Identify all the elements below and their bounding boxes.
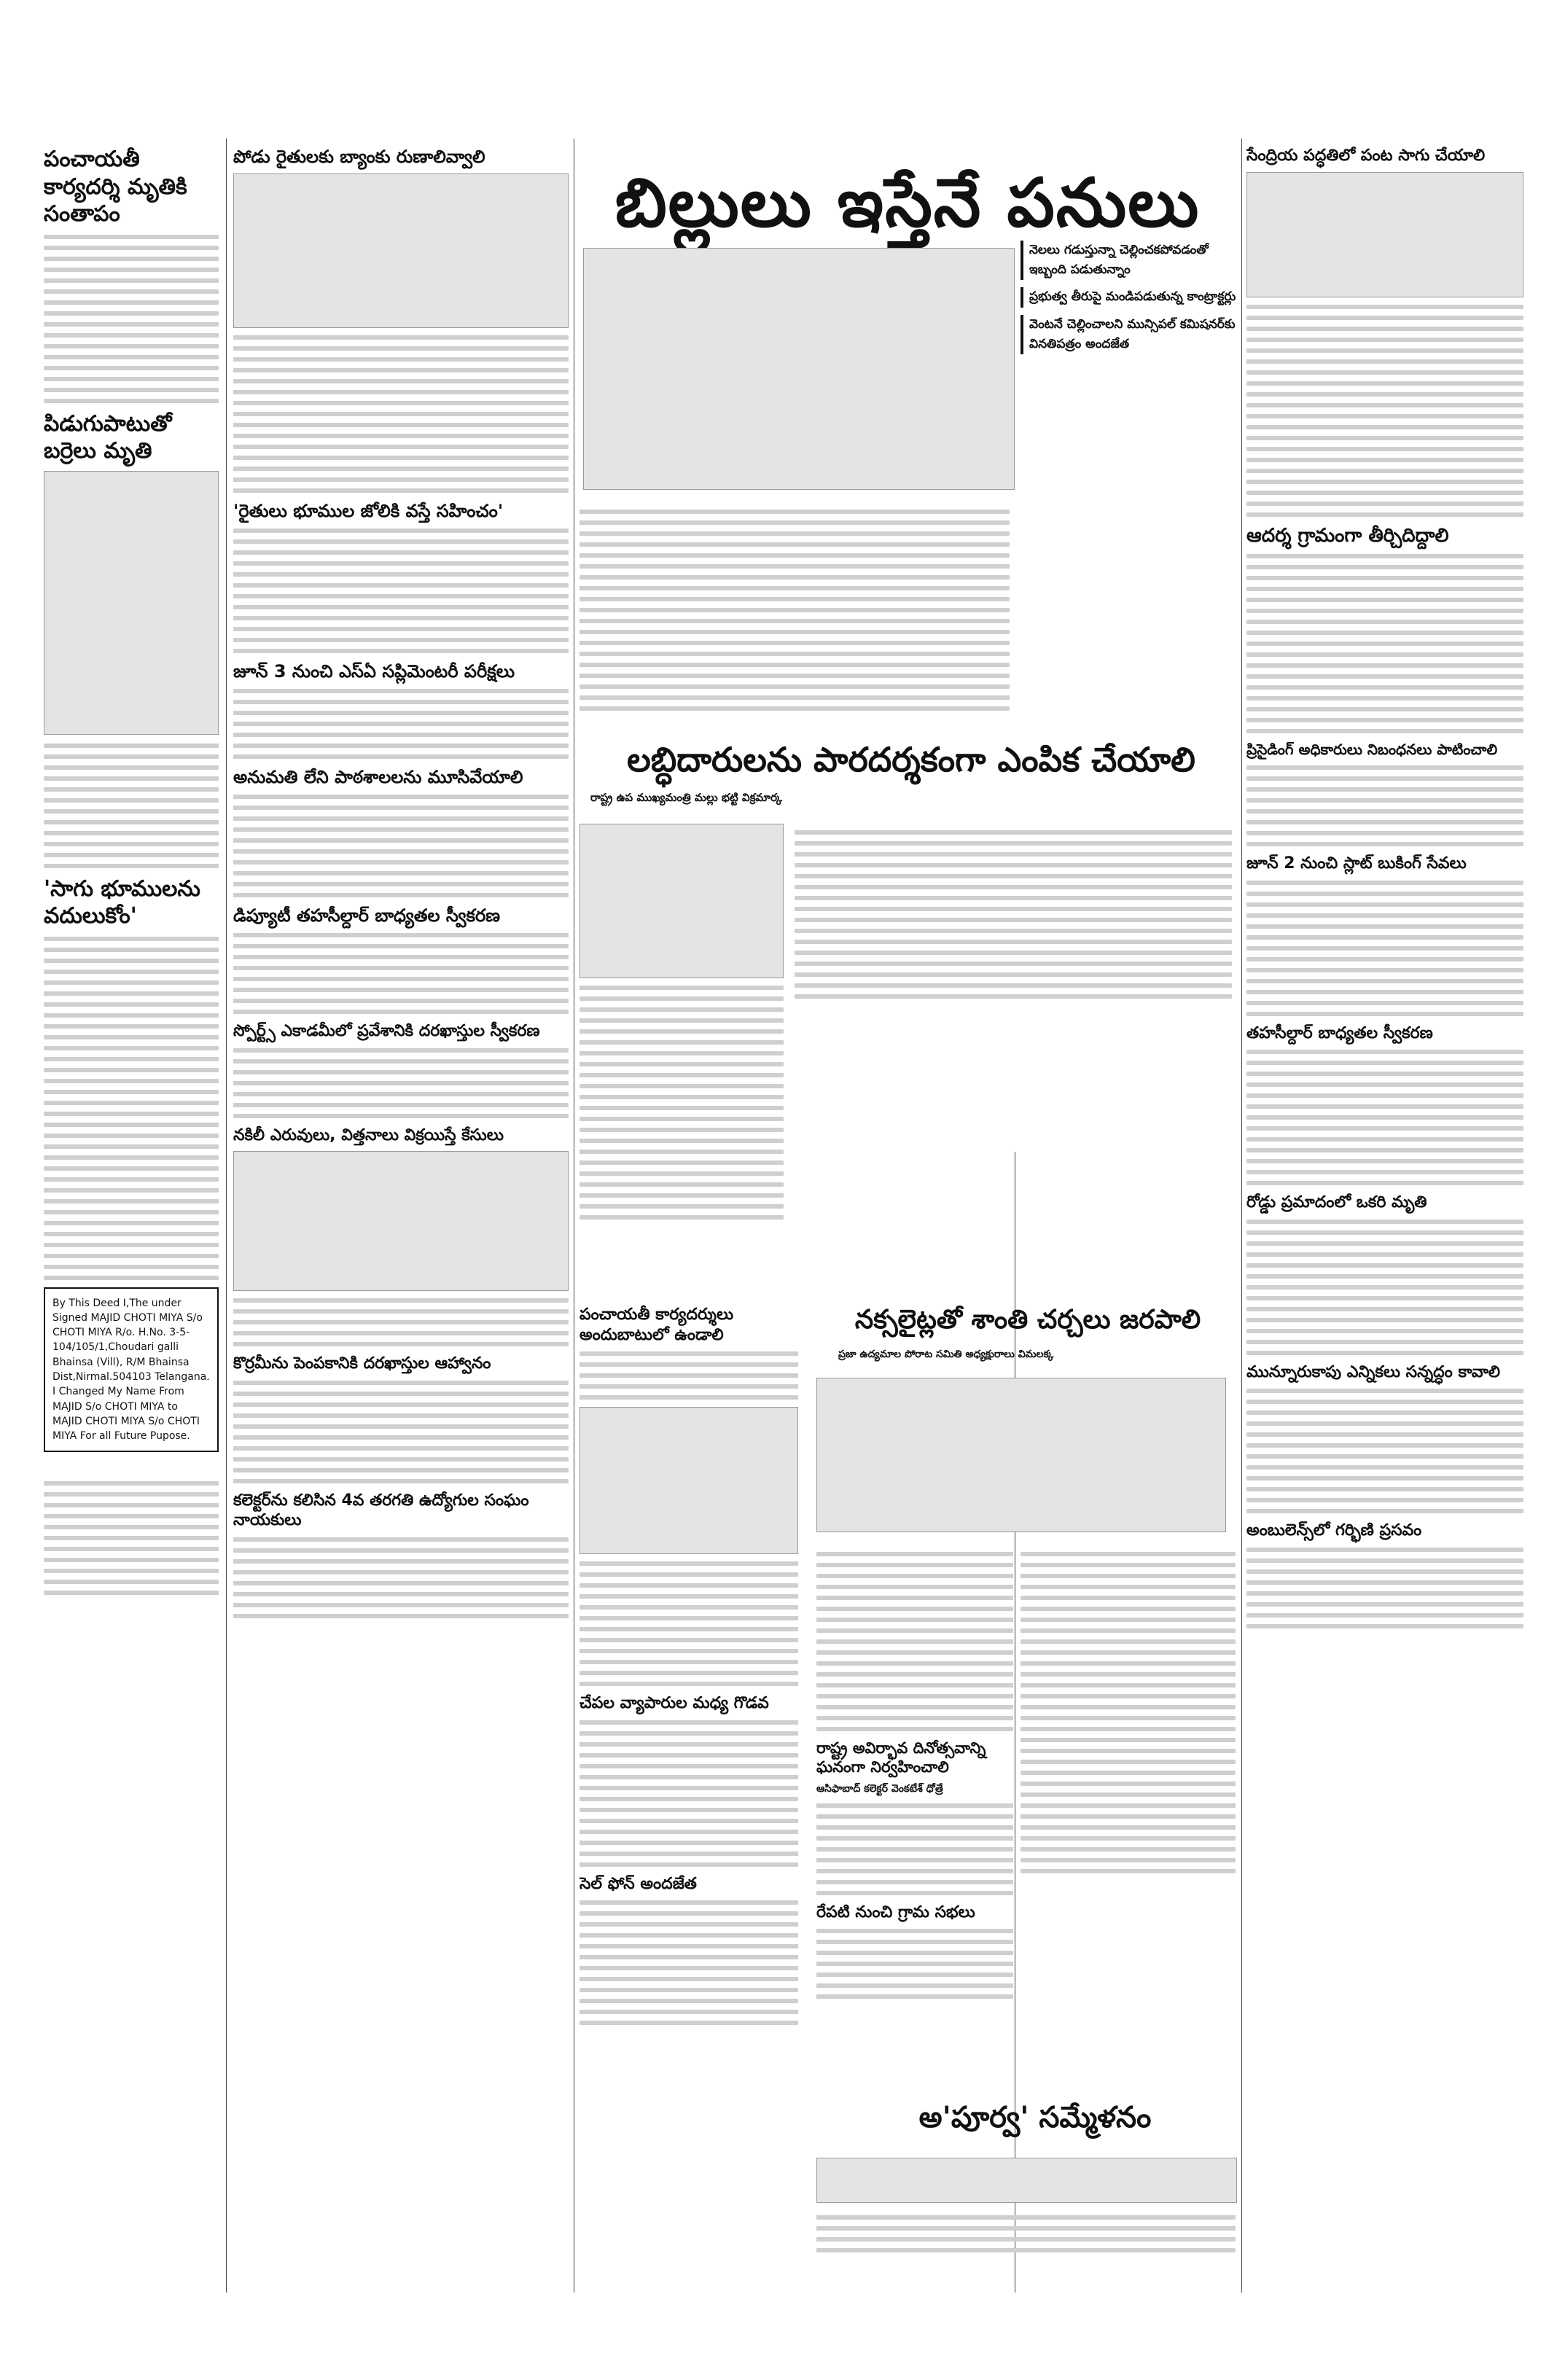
news-photo [583,248,1015,490]
column-rule [226,138,227,2293]
article-headline: పంచాయతీ కార్యదర్శి మృతికి సంతాపం [44,147,187,227]
article-headline: డిప్యూటీ తహసీల్దార్ బాధ్యతల స్వీకరణ [233,905,501,926]
article-body [1246,1220,1523,1355]
article-body [233,795,569,897]
column-3 [580,503,1010,718]
article-headline: ప్రిసైడింగ్ అధికారులు నిబంధనలు పాటించాలి [1246,741,1498,758]
article-body [44,744,219,868]
news-photo [816,2158,1237,2203]
article-body [233,689,569,759]
article-headline: అ'పూర్వ' సమ్మేళనం [918,2101,1152,2134]
article-headline: పోడు రైతులకు బ్యాంకు రుణాలివ్వాలి [233,147,485,167]
article-headline: జూన్ 3 నుంచి ఎస్ఏ సప్లిమెంటరీ పరీక్షలు [233,661,515,682]
article-body [580,986,784,1220]
column-4c [816,2209,1236,2260]
news-photo [580,824,784,978]
article-body [44,235,219,403]
article-body [233,1048,569,1118]
column-rule [1241,138,1242,2293]
headline-bullets [1021,241,1239,362]
article-body [816,2215,1236,2252]
news-photo [816,1378,1226,1532]
article-headline: అంబులెన్స్‌లో గర్భిణి ప్రసవం [1246,1521,1422,1540]
column-4a [816,1545,1013,2006]
column-3c [580,1298,798,2032]
article-body [816,1803,1013,1895]
article-headline: పిడుగుపాటుతో బర్రెలు మృతి [44,410,172,464]
article-headline: లబ్ధిదారులను పారదర్శకంగా ఎంపిక చేయాలి [627,740,1195,779]
news-photo [233,1151,569,1291]
article-byline: ప్రజా ఉద్యమాల పోరాట సమితి అధ్యక్షురాలు విమలక్క [838,1349,1054,1360]
article-body [44,1481,219,1595]
article-body [233,1298,569,1346]
bullet-item: వెంటనే చెల్లించాలని మున్సిపల్ కమిషనర్‌కు వినతిపత్రం అందజేత [1021,315,1239,354]
article-headline: సేంద్రియ పద్ధతిలో పంట సాగు చేయాలి [1246,147,1486,165]
article-body [1246,765,1523,846]
news-photo [233,173,569,328]
news-photo [580,1407,798,1554]
name-change-notice: By This Deed I,The under Signed MAJID CHOTI MIYA S/o CHOTI MIYA R/o. H.No. 3-5-104/105/1,Choudari galli Bhainsa (Vill), R/M Bhainsa Dist,Nirmal.504103 Telangana. I Changed My Name From MAJID S/o CHOTI MIYA to MAJID CHOTI MIYA S/o CHOTI MIYA For all Future Pupose. [44,1287,219,1453]
article-headline: రాష్ట్ర అవిర్భావ దినోత్సవాన్ని ఘనంగా నిర్వహించాలి [816,1739,986,1776]
news-photo [44,471,219,735]
article-headline: 'రైతులు భూముల జోలికి వస్తే సహించం' [233,501,504,521]
news-photo [1246,172,1523,297]
article-body [1246,1050,1523,1185]
article-headline: మున్నూరుకాపు ఎన్నికలు సన్నద్ధం కావాలి [1246,1362,1501,1381]
article-headline: నక్సలైట్లతో శాంతి చర్చలు జరపాలి [854,1305,1201,1335]
main-headline: బిల్లులు ఇస్తేనే పనులు [614,164,1201,242]
article-body [1246,305,1523,517]
article-body [44,937,219,1280]
article-body [1246,1389,1523,1513]
column-2 [233,138,569,1626]
article-headline: ఆదర్శ గ్రామంగా తీర్చిదిద్దాలి [1246,524,1449,547]
bullet-item: ప్రభుత్వ తీరుపై మండిపడుతున్న కాంట్రాక్టర్లు [1021,287,1239,307]
page-footer-space [0,2300,1557,2380]
article-body [1021,1552,1236,1873]
article-headline: జూన్ 2 నుంచి స్లాట్ బుకింగ్ సేవలు [1246,854,1467,873]
article-headline: సెల్ ఫోన్ అందజేత [580,1874,697,1893]
article-byline: రాష్ట్ర ఉప ముఖ్యమంత్రి మల్లు భట్టి విక్రమార్క [590,791,783,804]
column-1 [44,138,219,1602]
article-headline: స్పోర్ట్స్ ఎకాడమీలో ప్రవేశానికి దరఖాస్తుల స్వీకరణ [233,1022,540,1040]
article-headline: అనుమతి లేని పాఠశాలలను మూసివేయాలి [233,767,523,787]
article-body [233,1537,569,1618]
article-body [233,1381,569,1483]
column-3b [795,824,1232,1006]
column-4b [1021,1545,1236,1881]
article-body [233,335,569,493]
article-headline: రేపటి నుంచి గ్రామ సభలు [816,1903,975,1921]
article-body [233,933,569,1014]
article-headline: 'సాగు భూములను వదులుకోం' [44,875,200,929]
article-headline: పంచాయతీ కార్యదర్శులు అందుబాటులో ఉండాలి [580,1306,734,1344]
article-byline: ఆసిఫాబాద్ కలెక్టర్ వెంకటేశ్ ధోత్రే [816,1782,943,1795]
article-body [816,1929,1013,1999]
article-body [795,830,1232,999]
article-body [1246,881,1523,1016]
article-body [580,1720,798,1867]
article-headline: కొర్రమీను పెంపకానికి దరఖాస్తుల ఆహ్వానం [233,1354,491,1373]
article-body [233,528,569,653]
article-body [580,510,1010,711]
article-body [1246,554,1523,733]
column-5 [1246,138,1523,1636]
article-body [816,1552,1013,1731]
article-body [580,1561,798,1686]
article-body [580,1900,798,2025]
article-headline: రోడ్డు ప్రమాదంలో ఒకరి మృతి [1246,1193,1427,1212]
article-headline: తహసీల్దార్ బాధ్యతల స్వీకరణ [1246,1023,1433,1042]
article-headline: చేపల వ్యాపారుల మధ్య గొడవ [580,1694,769,1712]
article-body [580,1351,798,1400]
article-headline: కలెక్టర్‌ను కలిసిన 4వ తరగతి ఉద్యోగుల సంఘం నాయకులు [233,1491,529,1529]
article-headline: నకిలీ ఎరువులు, విత్తనాలు విక్రయిస్తే కేసులు [233,1125,504,1144]
bullet-item: నెలలు గడుస్తున్నా చెల్లించకపోవడంతో ఇబ్బంది పడుతున్నాం [1021,241,1239,280]
article-body [1246,1548,1523,1628]
column-3a [580,824,784,1227]
